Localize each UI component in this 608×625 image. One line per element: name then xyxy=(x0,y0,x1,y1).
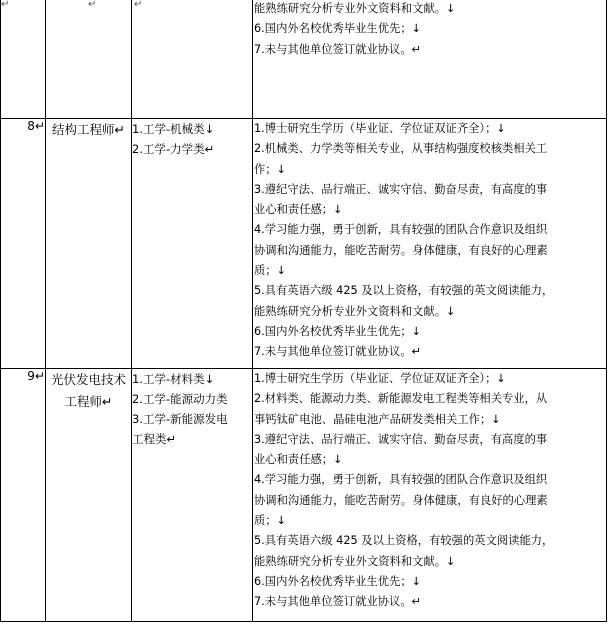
requirement-line: 协调和沟通能力，能吃苦耐劳。身体健康，有良好的心理素 xyxy=(254,493,548,507)
paragraph-mark: ↵ xyxy=(1,0,46,119)
requirement-line: 5.具有英语六级 425 及以上资格，有较强的英文阅读能力， xyxy=(254,284,554,298)
requirement-line: 1.博士研究生学历（毕业证、学位证双证齐全）；↓ xyxy=(254,122,506,135)
requirement-line: 能熟练研究分析专业外文资料和文献。↓ xyxy=(254,554,456,568)
requirement-line: 1.博士研究生学历（毕业证、学位证双证齐全）；↓ xyxy=(254,372,506,385)
major-line: 工程类↵ xyxy=(132,432,177,446)
requirement-line: 业心和责任感；↓ xyxy=(254,203,343,217)
requirement-line: 6.国内外名校优秀毕业生优先；↓ xyxy=(254,22,422,36)
row-number: 9↵ xyxy=(1,369,46,622)
major-requirements-cell xyxy=(132,119,253,369)
requirement-line: 质；↓ xyxy=(254,514,287,528)
position-title: 结构工程师↵ xyxy=(46,119,132,369)
requirement-line: 能熟练研究分析专业外文资料和文献。↓ xyxy=(254,304,456,318)
paragraph-mark: ↵ xyxy=(132,0,253,119)
major-line: 1.工学-机械类↓ xyxy=(132,122,215,136)
major-line: 3.工学-新能源发电 xyxy=(132,412,228,426)
requirement-line: 4.学习能力强，勇于创新，具有较强的团队合作意识及组织 xyxy=(254,473,548,487)
row-number: 8↵ xyxy=(1,119,46,369)
table-row-continued xyxy=(1,0,607,119)
requirement-line: 6.国内外名校优秀毕业生优先；↓ xyxy=(254,324,422,338)
requirement-line: 业心和责任感；↓ xyxy=(254,453,343,467)
requirement-line: 5.具有英语六级 425 及以上资格，有较强的英文阅读能力， xyxy=(254,534,554,548)
requirement-line: 作；↓ xyxy=(254,162,287,176)
requirement-line: 7.未与其他单位签订就业协议。↵ xyxy=(254,42,422,56)
requirement-line: 2.材料类、能源动力类、新能源发电工程类等相关专业，从 xyxy=(254,392,548,406)
requirement-line: 质；↓ xyxy=(254,264,287,278)
position-title-line: 光伏发电技术 xyxy=(50,372,126,387)
table-row-9 xyxy=(1,369,607,622)
requirement-line: 3.遵纪守法、品行端正、诚实守信、勤奋尽责，有高度的事 xyxy=(254,182,548,196)
requirement-line: 6.国内外名校优秀毕业生优先；↓ xyxy=(254,574,422,588)
major-requirements-cell xyxy=(132,369,253,622)
requirements-cell xyxy=(253,119,607,369)
position-title xyxy=(46,369,132,622)
requirement-line: 能熟练研究分析专业外文资料和文献。↓ xyxy=(254,2,456,15)
requirement-line: 事钙钛矿电池、晶硅电池产品研发类相关工作；↓ xyxy=(254,412,501,426)
major-line: 2.工学-能源动力类 xyxy=(132,392,228,406)
requirement-line: 2.机械类、力学类等相关专业，从事结构强度校核类相关工 xyxy=(254,142,548,156)
major-line: 1.工学-材料类↓ xyxy=(132,372,215,386)
major-line: 2.工学-力学类↵ xyxy=(132,142,215,156)
paragraph-mark: ↵ xyxy=(46,0,132,119)
requirement-line: 7.未与其他单位签订就业协议。↵ xyxy=(254,345,422,359)
requirement-line: 3.遵纪守法、品行端正、诚实守信、勤奋尽责，有高度的事 xyxy=(254,432,548,446)
position-title-line: 工程师↵ xyxy=(64,394,113,409)
requirement-line: 4.学习能力强，勇于创新，具有较强的团队合作意识及组织 xyxy=(254,223,548,237)
requirements-cell xyxy=(253,0,607,119)
requirement-line: 协调和沟通能力，能吃苦耐劳。身体健康，有良好的心理素 xyxy=(254,243,548,257)
requirement-line: 7.未与其他单位签订就业协议。↵ xyxy=(254,595,422,609)
table-row-8 xyxy=(1,119,607,369)
requirements-cell xyxy=(253,369,607,622)
